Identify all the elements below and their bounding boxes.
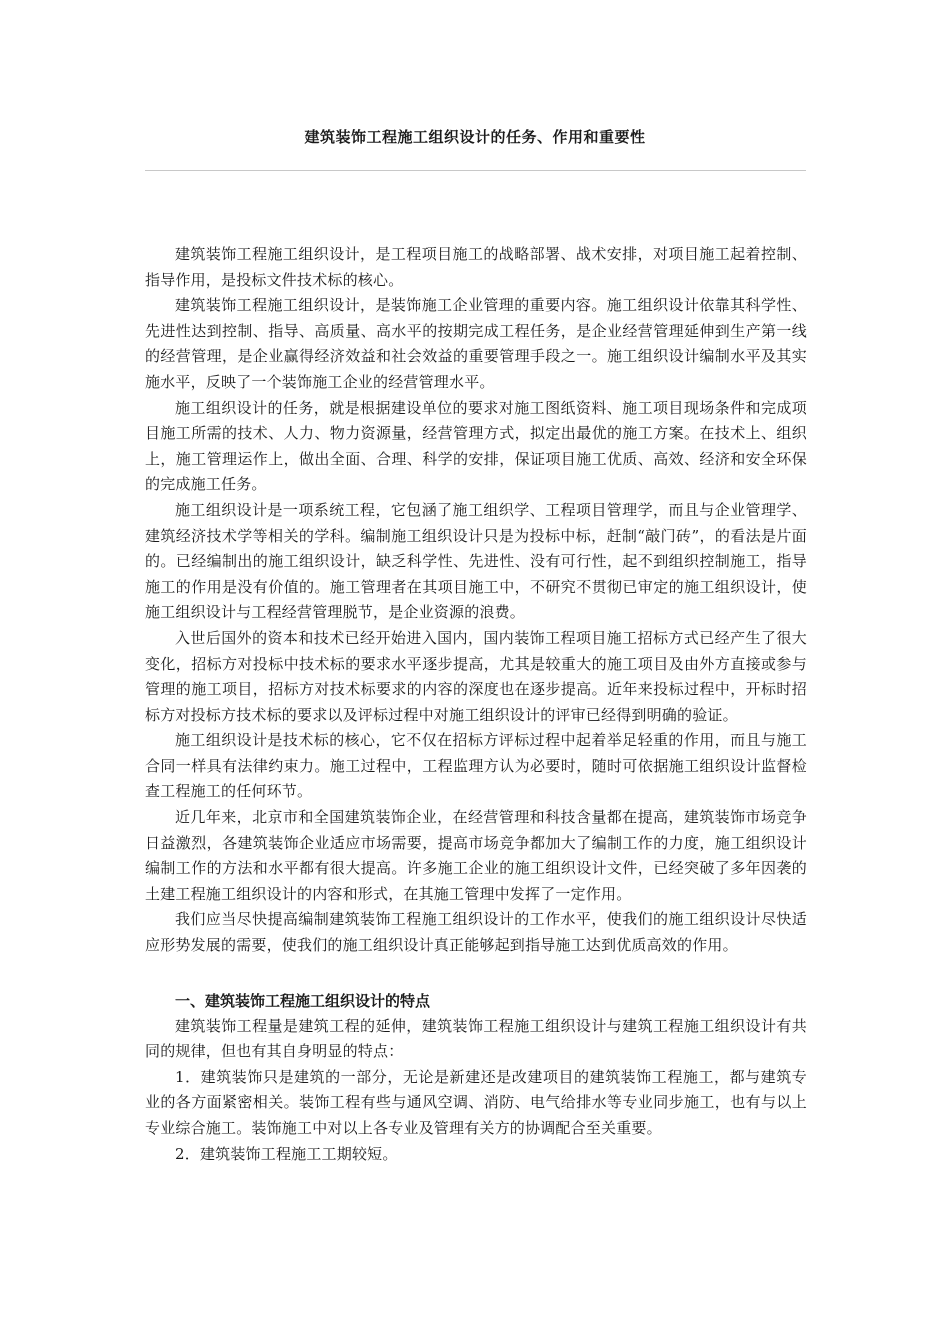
paragraph: 入世后国外的资本和技术已经开始进入国内，国内装饰工程项目施工招标方式已经产生了很大变化，招标方对投标中技术标的要求水平逐步提高，尤其是较重大的施工项目及由外方直接或参与管理的施工项目，招标方对技术标要求的内容的深度也在逐步提高。近年来投标过程中，开标时招标方对投标方技术标的要求以及评标过程中对施工组织设计的评审已经得到明确的验证。 (145, 628, 807, 724)
numbered-item: 1．建筑装饰只是建筑的一部分，无论是新建还是改建项目的建筑装饰工程施工，都与建筑专业的各方面紧密相关。装饰工程有些与通风空调、消防、电气给排水等专业同步施工，也有与以上专业综合施工。装饰施工中对以上各专业及管理有关方的协调配合至关重要。 (145, 1067, 807, 1137)
paragraph: 我们应当尽快提高编制建筑装饰工程施工组织设计的工作水平，使我们的施工组织设计尽快适应形势发展的需要，使我们的施工组织设计真正能够起到指导施工达到优质高效的作用。 (145, 910, 807, 955)
paragraph: 施工组织设计的任务，就是根据建设单位的要求对施工图纸资料、施工项目现场条件和完成项目施工所需的技术、人力、物力资源量，经营管理方式，拟定出最优的施工方案。在技术上、组织上，施工管理运作上，做出全面、合理、科学的安排，保证项目施工优质、高效、经济和安全环保的完成施工任务。 (145, 398, 807, 494)
paragraph: 施工组织设计是一项系统工程，它包涵了施工组织学、工程项目管理学，而且与企业管理学、建筑经济技术学等相关的学科。编制施工组织设计只是为投标中标，赶制“敲门砖”，的看法是片面的。已经编制出的施工组织设计，缺乏科学性、先进性、没有可行性，起不到组织控制施工，指导施工的作用是没有价值的。施工管理者在其项目施工中，不研究不贯彻已审定的施工组织设计，使施工组织设计与工程经营管理脱节，是企业资源的浪费。 (145, 500, 807, 622)
paragraph: 建筑装饰工程量是建筑工程的延伸，建筑装饰工程施工组织设计与建筑工程施工组织设计有共同的规律，但也有其自身明显的特点： (145, 1016, 807, 1061)
document-title: 建筑装饰工程施工组织设计的任务、作用和重要性 (304, 128, 646, 146)
paragraph: 近几年来，北京市和全国建筑装饰企业，在经营管理和科技含量都在提高，建筑装饰市场竞争日益激烈，各建筑装饰企业适应市场需要，提高市场竞争都加大了编制工作的力度，施工组织设计编制工作的方法和水平都有很大提高。许多施工企业的施工组织设计文件，已经突破了多年因袭的土建工程施工组织设计的内容和形式，在其施工管理中发挥了一定作用。 (145, 808, 807, 903)
paragraph: 建筑装饰工程施工组织设计，是装饰施工企业管理的重要内容。施工组织设计依靠其科学性、先进性达到控制、指导、高质量、高水平的按期完成工程任务，是企业经营管理延伸到生产第一线的经营管理，是企业赢得经济效益和社会效益的重要管理手段之一。施工组织设计编制水平及其实施水平，反映了一个装饰施工企业的经营管理水平。 (145, 296, 807, 391)
numbered-item: 2．建筑装饰工程施工工期较短。 (175, 1144, 398, 1163)
paragraph: 建筑装饰工程施工组织设计，是工程项目施工的战略部署、战术安排，对项目施工起着控制、指导作用，是投标文件技术标的核心。 (145, 245, 807, 289)
section-heading: 一、建筑装饰工程施工组织设计的特点 (175, 991, 431, 1010)
title-divider (145, 170, 806, 171)
document-body (145, 242, 807, 1167)
paragraph: 施工组织设计是技术标的核心，它不仅在招标方评标过程中起着举足轻重的作用，而且与施工合同一样具有法律约束力。施工过程中，工程监理方认为必要时，随时可依据施工组织设计监督检查工程施工的任何环节。 (145, 731, 807, 801)
